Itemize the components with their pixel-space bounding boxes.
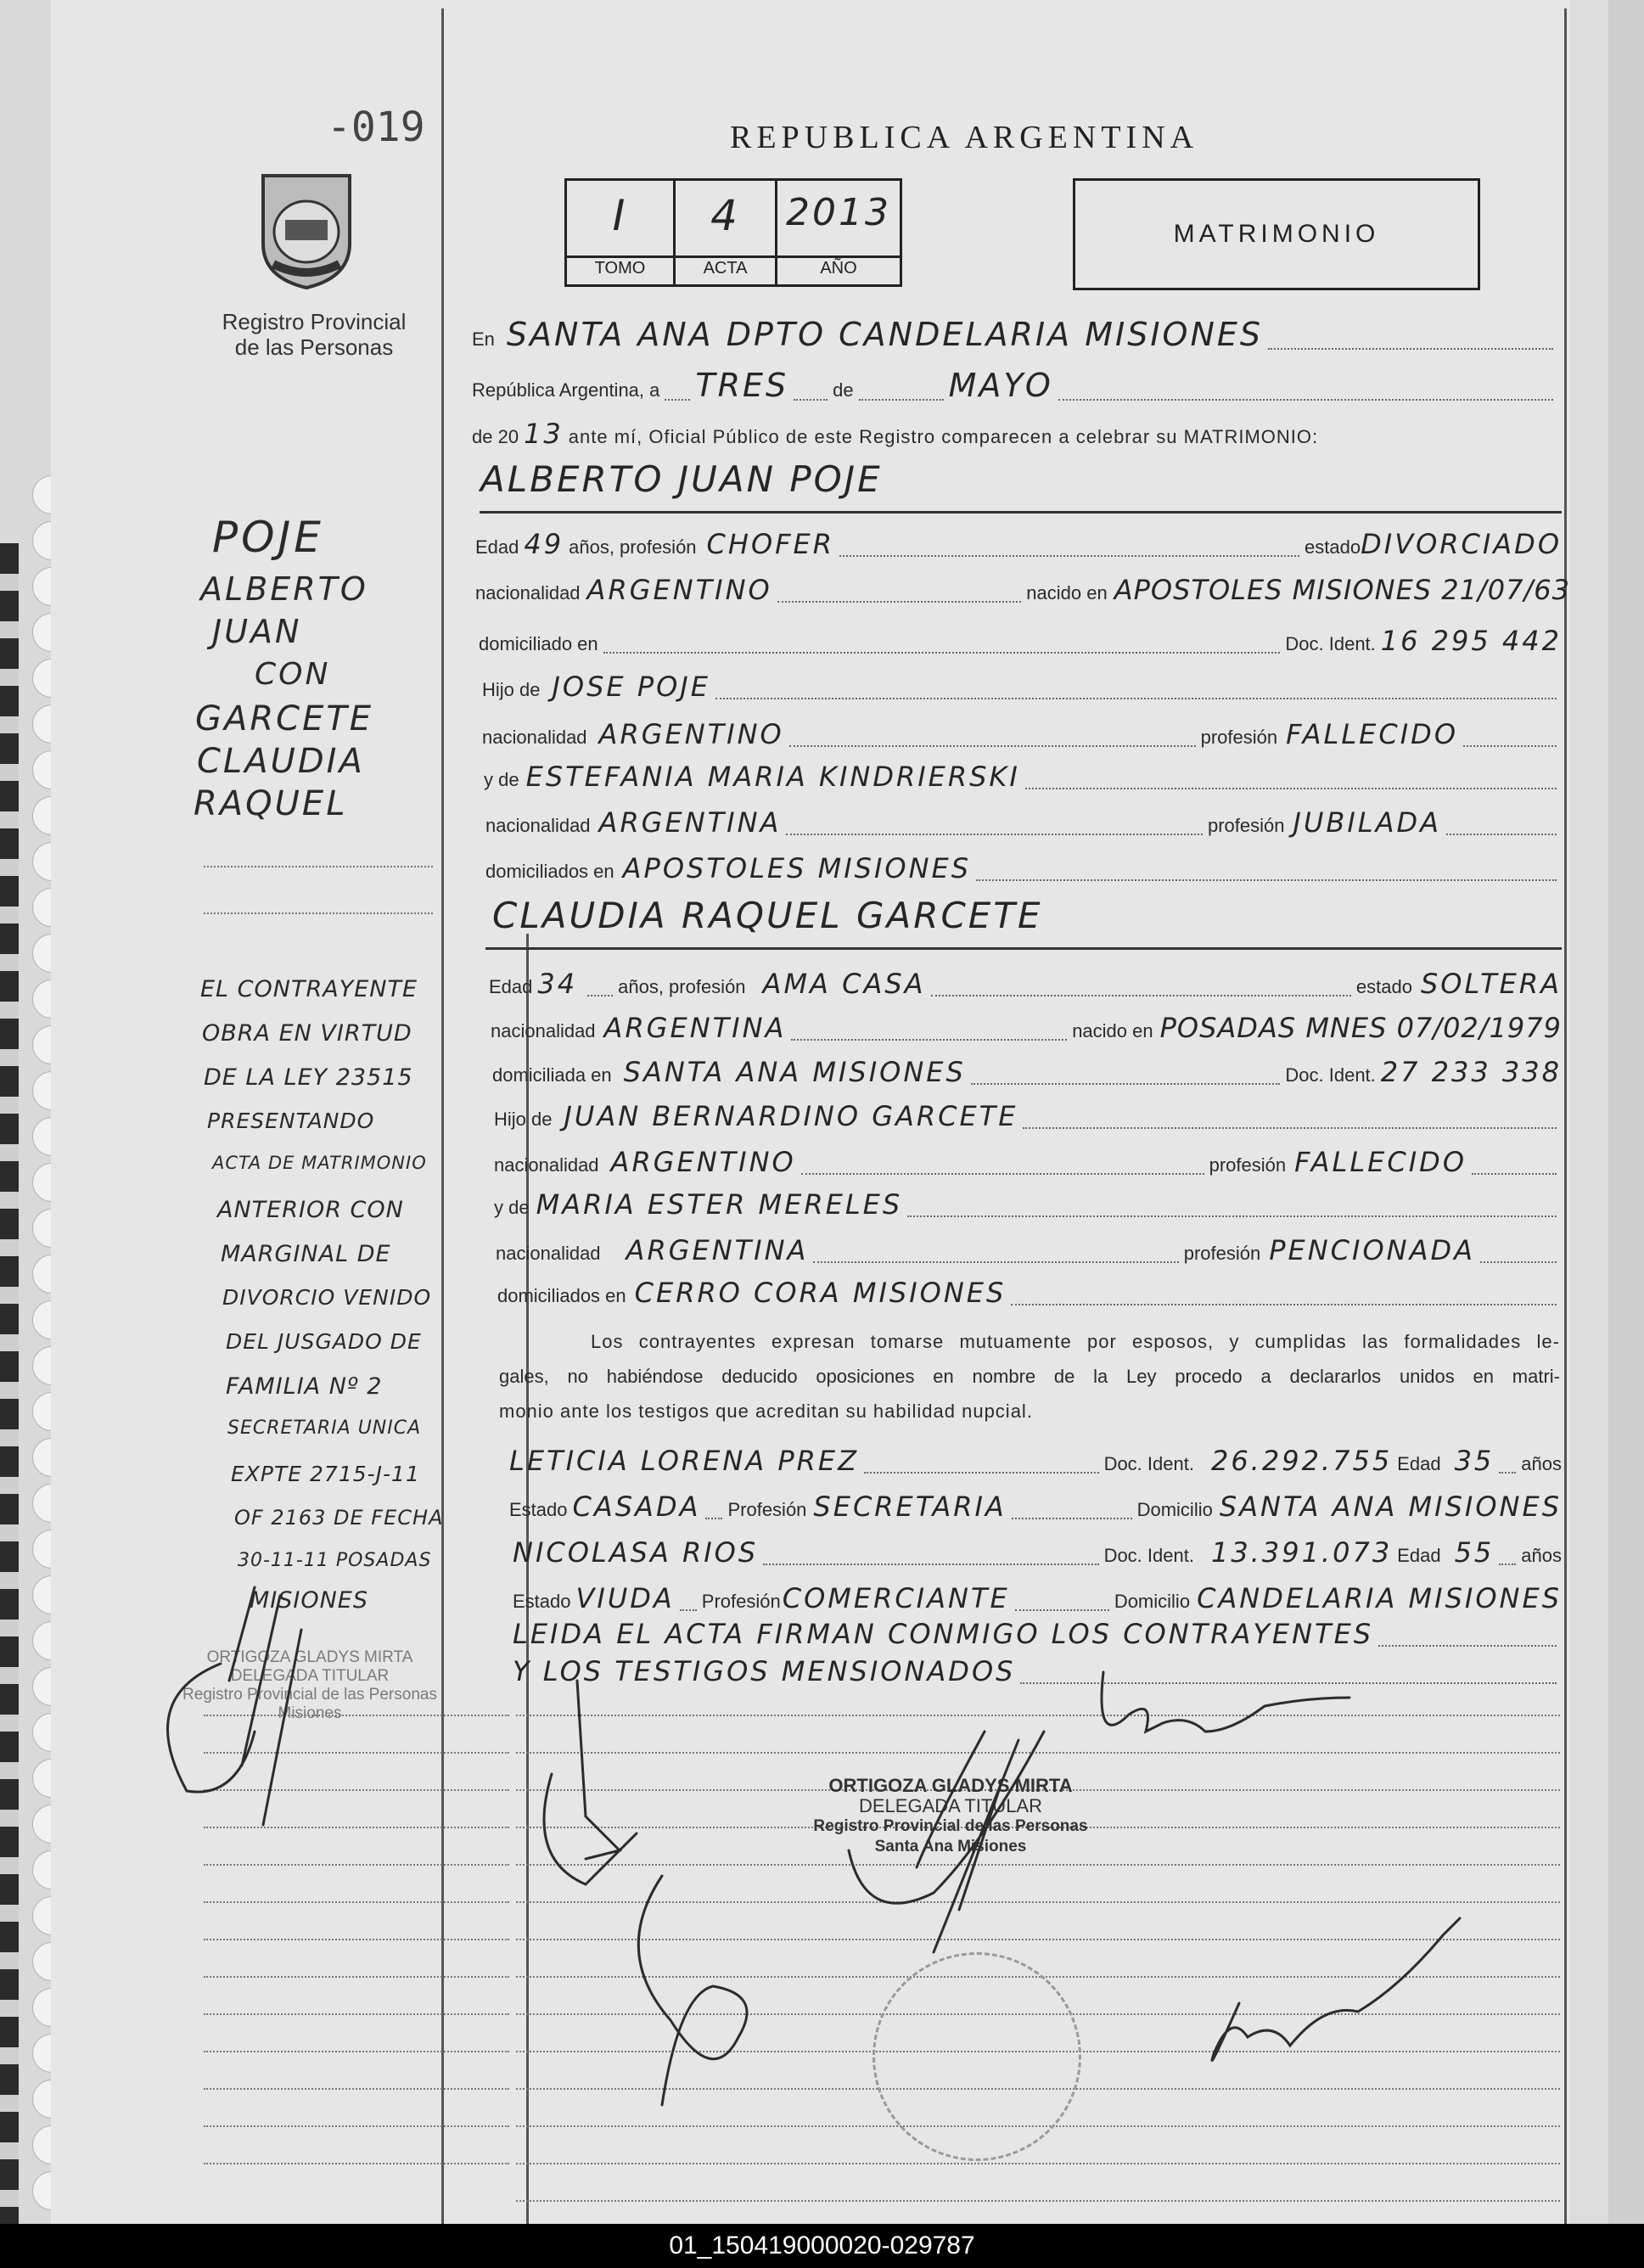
witness-1-profession: SECRETARIA	[813, 1490, 1007, 1523]
estado-label: estado	[1305, 536, 1361, 558]
margin-stamp-line-1: ORTIGOZA GLADYS MIRTA	[206, 1648, 413, 1666]
bride-parents-address: CERRO CORA MISIONES	[634, 1277, 1007, 1309]
profesion-label: Profesión	[727, 1499, 807, 1520]
bride-father-profession: FALLECIDO	[1294, 1146, 1467, 1178]
witness-1-status: CASADA	[572, 1490, 701, 1523]
groom-nationality: ARGENTINO	[586, 574, 772, 606]
margin-name-6: CLAUDIA	[197, 742, 365, 781]
witness-2-status: VIUDA	[575, 1582, 675, 1614]
estado-label: Estado	[509, 1499, 568, 1520]
groom-mother: ESTEFANIA MARIA KINDRIERSKI	[525, 761, 1020, 793]
record-type: MATRIMONIO	[1173, 220, 1380, 248]
estado-label: estado	[1355, 976, 1412, 997]
groom-full-name: ALBERTO JUAN POJE	[480, 458, 883, 500]
margin-note-3: DE LA LEY 23515	[204, 1064, 413, 1091]
doc-label: Doc. Ident.	[1103, 1453, 1194, 1474]
republica-label: República Argentina, a	[472, 379, 660, 401]
nacionalidad-label: nacionalidad	[485, 815, 591, 836]
margin-note-2: OBRA EN VIRTUD	[202, 1020, 412, 1047]
yde-label: y de	[494, 1197, 530, 1218]
witness-2-name: NICOLASA RIOS	[513, 1536, 759, 1569]
margin-name-7: RAQUEL	[194, 784, 348, 823]
closing-line-2: Y LOS TESTIGOS MENSIONADOS	[513, 1655, 1016, 1687]
official-stamp-line-1: ORTIGOZA GLADYS MIRTA	[828, 1775, 1073, 1796]
nacido-label: nacido en	[1072, 1020, 1153, 1041]
day-value: TRES	[695, 367, 789, 404]
edad-label: Edad	[475, 536, 519, 558]
bride-doc: 27 233 338	[1380, 1056, 1562, 1088]
profesion-label: profesión	[1209, 1154, 1287, 1176]
edad-label: Edad	[489, 976, 533, 997]
place-value: SANTA ANA DPTO CANDELARIA MISIONES	[506, 316, 1263, 353]
margin-note-15: MISIONES	[250, 1587, 369, 1614]
official-stamp-line-2: DELEGADA TITULAR	[859, 1795, 1042, 1816]
official-stamp-line-4: Santa Ana Misiones	[874, 1838, 1027, 1855]
groom-father: JOSE POJE	[552, 671, 710, 703]
registry-line-2: de las Personas	[234, 334, 394, 360]
groom-civil-status: DIVORCIADO	[1361, 528, 1562, 560]
domiciliados-label: domiciliados en	[497, 1285, 626, 1306]
year-prefix: de 20	[472, 426, 519, 447]
bride-age: 34	[537, 968, 578, 1000]
declaration-line-1: Los contrayentes expresan tomarse mutuamente por esposos, y cumplidas las formalidades le-	[591, 1331, 1560, 1352]
acta-value: 4	[710, 191, 740, 240]
nacionalidad-label: nacionalidad	[475, 582, 581, 603]
year-suffix: 13	[524, 418, 564, 450]
declaration-line-2: gales, no habiéndose deducido oposiciones en nombre de la Ley procedo a declararlos unidos en matri-	[499, 1366, 1560, 1387]
bride-birthplace: POSADAS MNES 07/02/1979	[1159, 1012, 1562, 1044]
edad-label: Edad	[1397, 1453, 1441, 1474]
witness-1-address: SANTA ANA MISIONES	[1219, 1490, 1562, 1523]
tomo-value: I	[612, 191, 628, 240]
anios-label: años	[1521, 1545, 1562, 1566]
margin-name-5: GARCETE	[195, 699, 374, 738]
document-id-footer: 01_150419000020-029787	[0, 2224, 1644, 2268]
acta-label: ACTA	[703, 259, 748, 278]
profesion-label: profesión	[1183, 1243, 1261, 1264]
declaration-line-3: monio ante los testigos que acreditan su habilidad nupcial.	[499, 1401, 1033, 1422]
groom-mother-nationality: ARGENTINA	[598, 806, 782, 839]
bride-address: SANTA ANA MISIONES	[623, 1056, 966, 1088]
margin-note-7: MARGINAL DE	[221, 1241, 391, 1267]
yde-label: y de	[484, 769, 519, 790]
witness-2-age: 55	[1454, 1536, 1495, 1569]
domiciliada-label: domiciliada en	[492, 1064, 612, 1086]
anio-value: 2013	[786, 191, 891, 234]
profesion-label: Profesión	[701, 1591, 781, 1612]
nacido-label: nacido en	[1026, 582, 1108, 603]
bride-full-name: CLAUDIA RAQUEL GARCETE	[492, 895, 1043, 936]
margin-stamp-line-2: DELEGADA TITULAR	[230, 1667, 390, 1685]
hijo-label: Hijo de	[494, 1109, 553, 1130]
bride-mother: MARIA ESTER MERELES	[536, 1188, 903, 1221]
bride-mother-nationality: ARGENTINA	[626, 1234, 809, 1266]
anio-label: AÑO	[820, 259, 857, 278]
bride-nationality: ARGENTINA	[603, 1012, 787, 1044]
witness-1-name: LETICIA LORENA PREZ	[509, 1445, 860, 1477]
registry-line-1: Registro Provincial	[222, 309, 407, 334]
anios-profesion-label: años, profesión	[569, 536, 697, 558]
edad-label: Edad	[1397, 1545, 1441, 1566]
margin-note-6: ANTERIOR CON	[217, 1197, 404, 1223]
anios-profesion-label: años, profesión	[618, 976, 746, 997]
margin-note-5: ACTA DE MATRIMONIO	[212, 1153, 427, 1173]
margin-name-3: JUAN	[212, 613, 302, 650]
margin-note-9: DEL JUSGADO DE	[226, 1329, 422, 1354]
bride-father-nationality: ARGENTINO	[610, 1146, 796, 1178]
margin-stamp-line-4: Misiones	[278, 1704, 342, 1722]
margin-note-14: 30-11-11 POSADAS	[238, 1550, 432, 1571]
witness-1-age: 35	[1454, 1445, 1495, 1477]
margin-note-13: OF 2163 DE FECHA	[234, 1506, 444, 1530]
doc-label: Doc. Ident.	[1285, 633, 1376, 654]
bride-father: JUAN BERNARDINO GARCETE	[564, 1100, 1018, 1132]
statement: ante mí, Oficial Público de este Registro comparecen a celebrar su MATRIMONIO:	[568, 426, 1319, 447]
domicilio-label: Domicilio	[1136, 1499, 1213, 1520]
bride-profession: AMA CASA	[762, 968, 926, 1000]
groom-age: 49	[524, 528, 564, 560]
domicilio-label: Domicilio	[1114, 1591, 1191, 1612]
en-label: En	[472, 328, 495, 350]
witness-2-address: CANDELARIA MISIONES	[1197, 1582, 1562, 1614]
margin-note-10: FAMILIA Nº 2	[226, 1373, 383, 1400]
hijo-label: Hijo de	[482, 679, 541, 700]
groom-father-profession: FALLECIDO	[1286, 718, 1458, 750]
nacionalidad-label: nacionalidad	[496, 1243, 601, 1264]
official-stamp-line-3: Registro Provincial de las Personas	[813, 1817, 1088, 1835]
witness-2-doc: 13.391.073	[1210, 1536, 1393, 1569]
margin-note-12: EXPTE 2715-J-11	[231, 1462, 420, 1486]
margin-note-1: EL CONTRAYENTE	[200, 976, 418, 1002]
anios-label: años	[1521, 1453, 1562, 1474]
groom-birthplace: APOSTOLES MISIONES 21/07/63	[1114, 574, 1570, 606]
nacionalidad-label: nacionalidad	[482, 727, 587, 748]
bride-mother-profession: PENCIONADA	[1269, 1234, 1475, 1266]
de-label: de	[833, 379, 854, 401]
bride-civil-status: SOLTERA	[1420, 968, 1562, 1000]
nacionalidad-label: nacionalidad	[491, 1020, 596, 1041]
margin-note-4: PRESENTANDO	[207, 1109, 375, 1133]
month-value: MAYO	[948, 367, 1053, 404]
margin-note-11: SECRETARIA UNICA	[227, 1418, 422, 1439]
groom-parents-address: APOSTOLES MISIONES	[622, 852, 972, 884]
page-number: -019	[327, 104, 425, 151]
tomo-label: TOMO	[594, 259, 646, 278]
country-title: REPUBLICA ARGENTINA	[730, 120, 1199, 155]
witness-1-doc: 26.292.755	[1210, 1445, 1393, 1477]
witness-2-profession: COMERCIANTE	[782, 1582, 1010, 1614]
domicilio-label: domiciliado en	[479, 633, 598, 654]
groom-doc: 16 295 442	[1380, 625, 1562, 657]
domiciliados-label: domiciliados en	[485, 861, 614, 882]
doc-label: Doc. Ident.	[1103, 1545, 1194, 1566]
profesion-label: profesión	[1200, 727, 1278, 748]
groom-mother-profession: JUBILADA	[1293, 806, 1441, 839]
estado-label: Estado	[513, 1591, 571, 1612]
groom-profession: CHOFER	[706, 528, 834, 560]
groom-father-nationality: ARGENTINO	[598, 718, 784, 750]
margin-name-1: POJE	[212, 513, 324, 562]
margin-name-4: CON	[255, 657, 331, 692]
doc-label: Doc. Ident.	[1285, 1064, 1376, 1086]
margin-name-2: ALBERTO	[200, 570, 368, 608]
closing-line-1: LEIDA EL ACTA FIRMAN CONMIGO LOS CONTRAYENTES	[513, 1618, 1374, 1650]
profesion-label: profesión	[1207, 815, 1285, 836]
margin-stamp-line-3: Registro Provincial de las Personas	[182, 1686, 437, 1704]
nacionalidad-label: nacionalidad	[494, 1154, 599, 1176]
margin-note-8: DIVORCIO VENIDO	[222, 1285, 432, 1310]
